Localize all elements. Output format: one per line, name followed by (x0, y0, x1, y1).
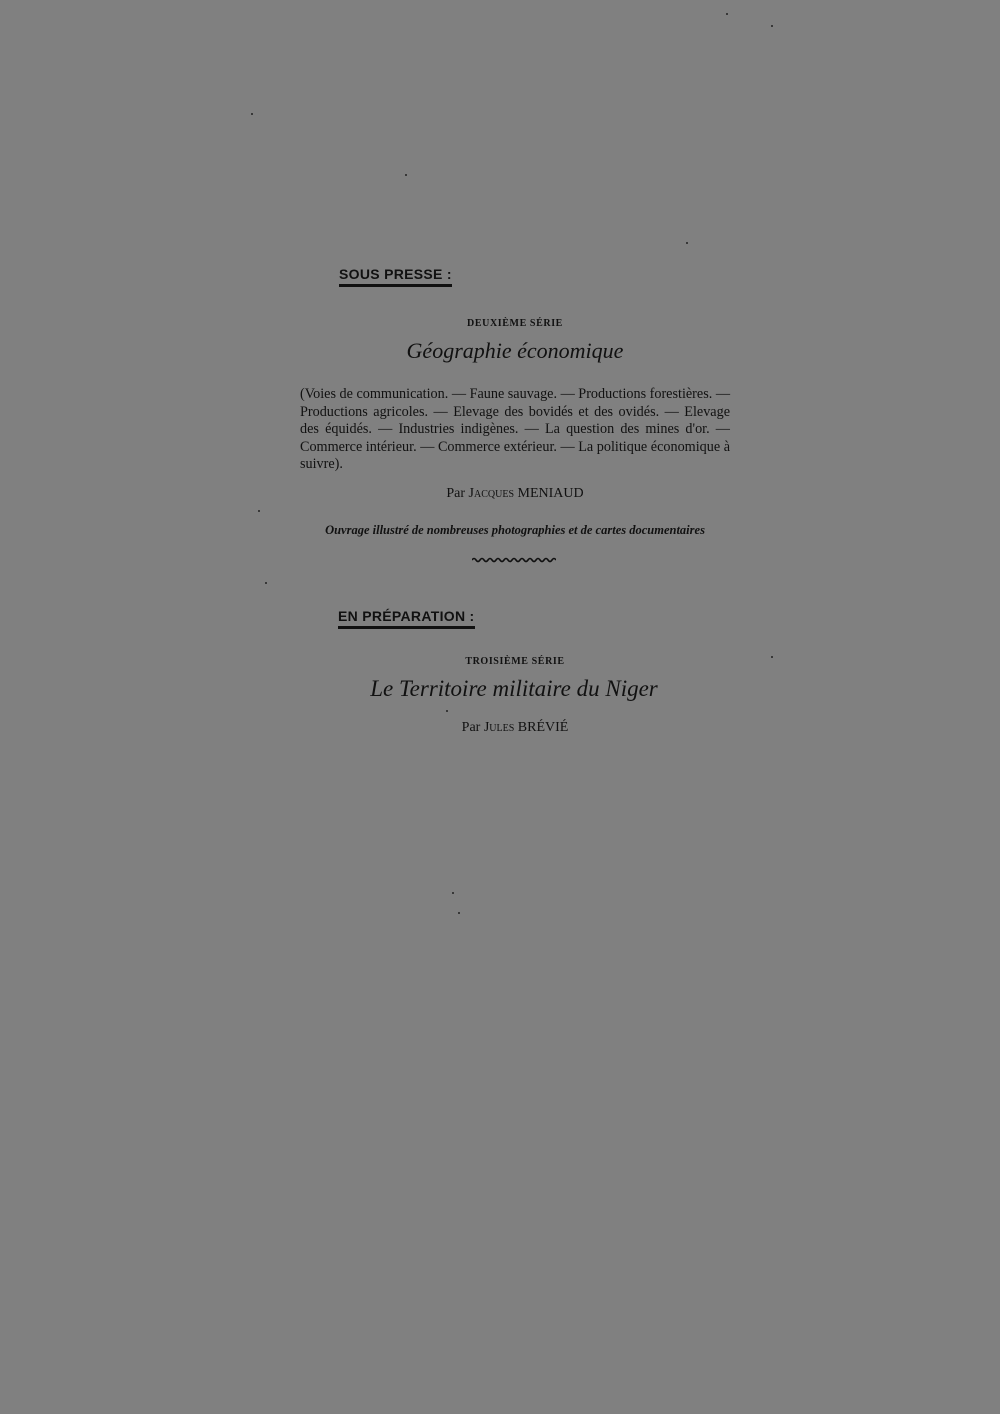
scan-speck (446, 710, 448, 712)
section-heading-sous-presse: SOUS PRESSE : (339, 266, 452, 287)
author-last-name: BRÉVIÉ (517, 720, 569, 735)
scan-speck (452, 892, 454, 894)
author-first-name: Jacques (468, 486, 514, 501)
section-heading-en-preparation: EN PRÉPARATION : (338, 608, 475, 629)
byline-by: Par (446, 486, 466, 501)
scan-speck (405, 174, 407, 176)
author-first-name: Jules (483, 720, 515, 735)
wavy-divider-ornament (472, 556, 556, 564)
illustration-note: Ouvrage illustré de nombreuses photographies et de cartes documentaires (325, 523, 705, 537)
byline-brevie (365, 720, 665, 736)
book-title-geographie: Géographie économique (406, 338, 624, 363)
book-title-niger: Le Territoire militaire du Niger (370, 676, 658, 701)
author-last-name: MENIAUD (517, 486, 584, 501)
scan-speck (726, 13, 728, 15)
series-label-deuxieme: DEUXIÈME SÉRIE (467, 318, 563, 329)
scan-speck (251, 113, 253, 115)
scan-speck (458, 912, 460, 914)
series-label-troisieme: TROISIÈME SÉRIE (465, 656, 565, 667)
scan-speck (686, 242, 688, 244)
scan-speck (771, 25, 773, 27)
byline-meniaud (365, 486, 665, 502)
scan-speck (258, 510, 260, 512)
byline-by: Par (461, 720, 481, 735)
scan-speck (265, 582, 267, 584)
scan-speck (771, 656, 773, 658)
book-contents: (Voies de communication. — Faune sauvage. — Productions forestières. — Productions agricoles. — Elevage des bovidés et des ovidés. — Elevage des équidés. — Industries indigènes. — La question des mines d'or. — Commerce intérieur. — Commerce extérieur. — La politique économique à suivre). (300, 386, 731, 472)
